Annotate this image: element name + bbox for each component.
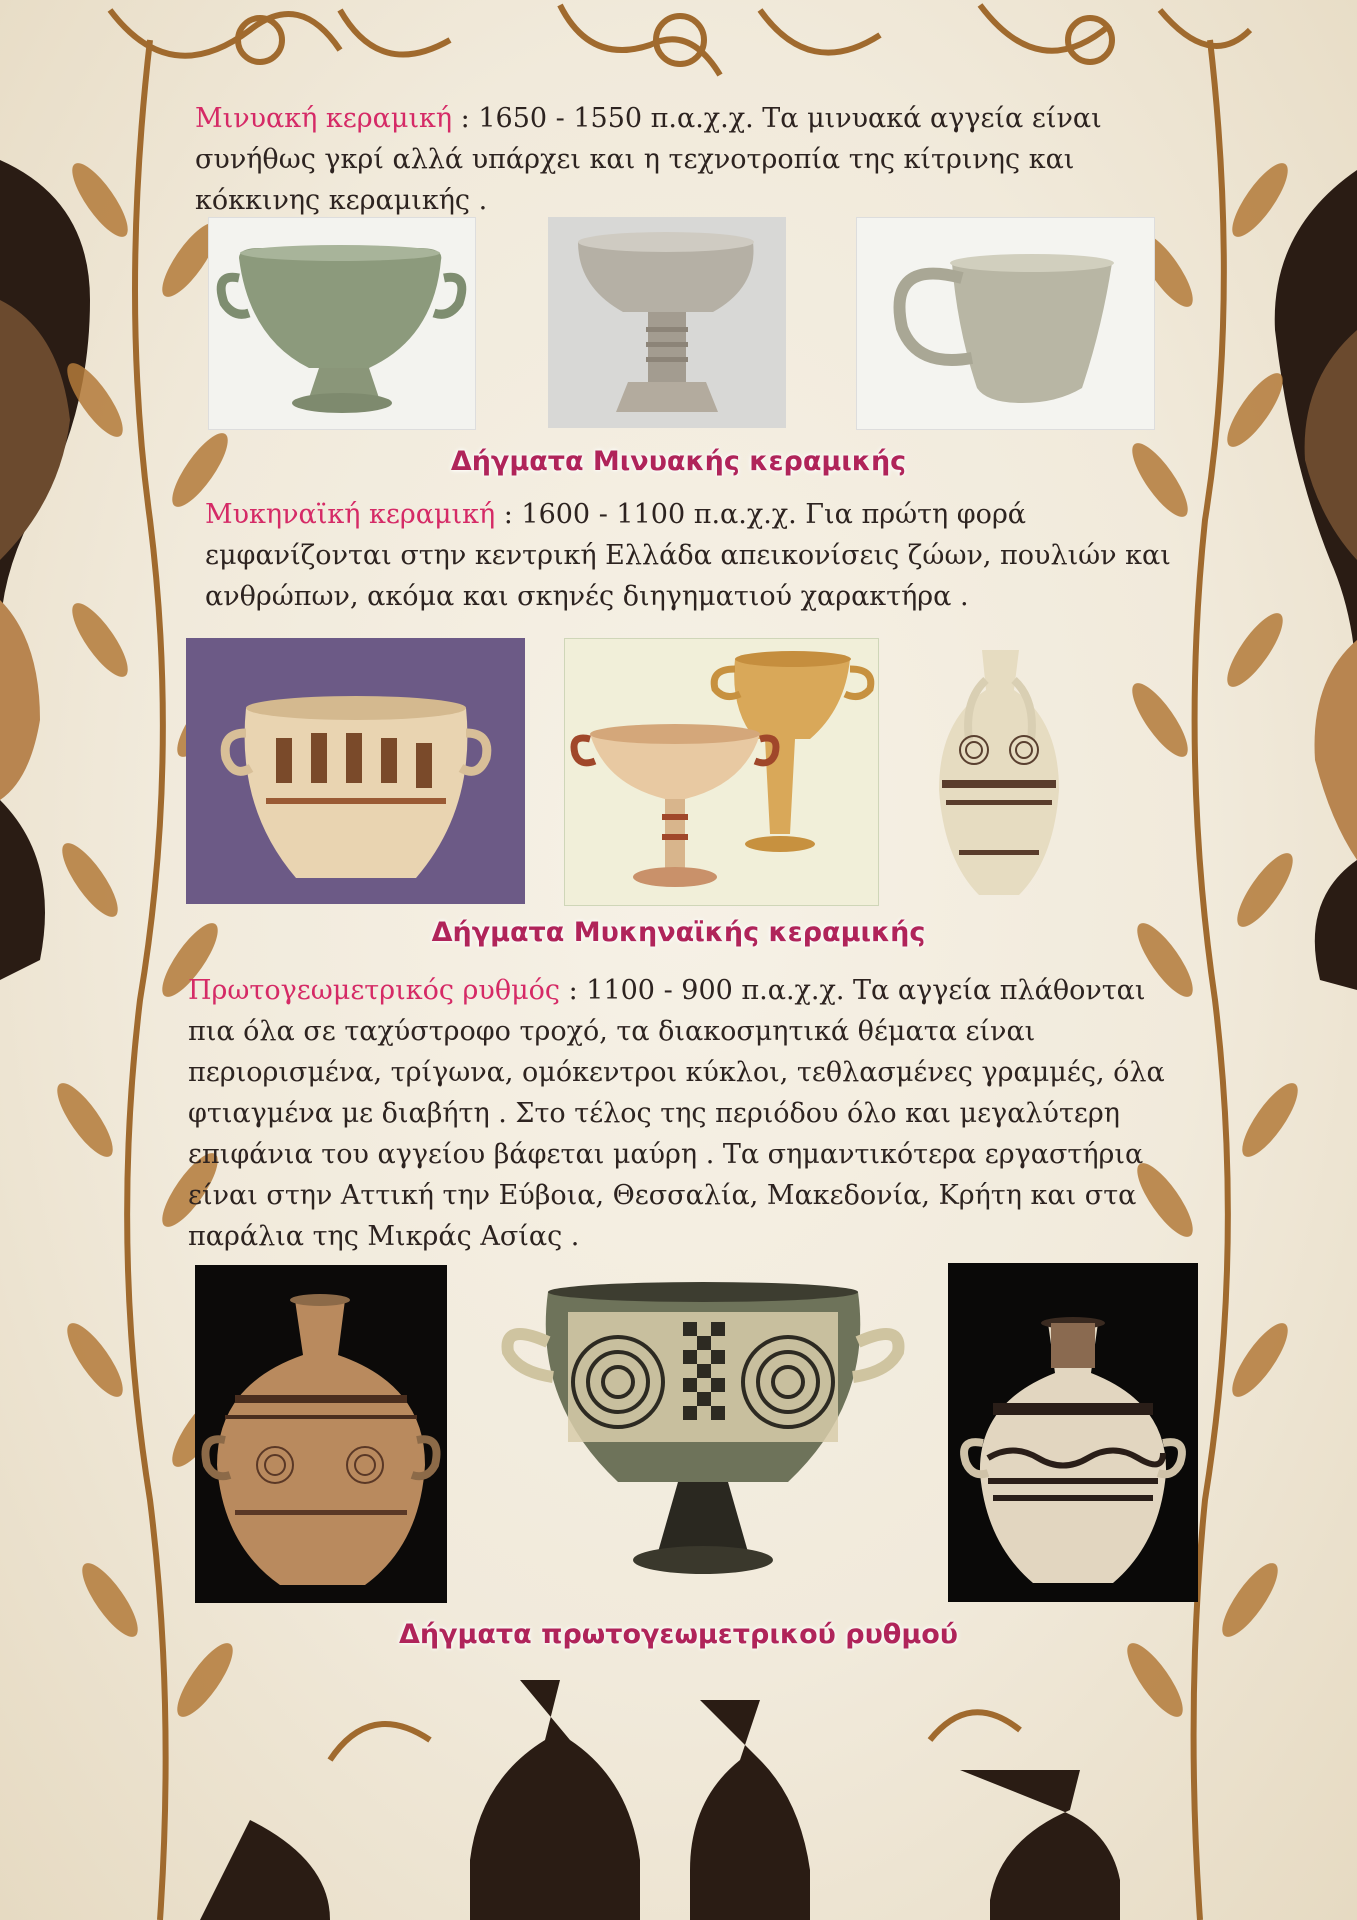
mycenaean-photo-2 [564, 638, 879, 906]
protogeometric-paragraph [188, 970, 1188, 1257]
top-scroll-ornament [110, 5, 1250, 75]
mycenaean-photo-1 [186, 638, 525, 904]
minyan-text: : 1650 - 1550 π.α.χ.χ. Τα μινυακά αγγεία είναι συνήθως γκρί αλλά υπάρχει και η τεχνοτροπία της κίτρινης και κόκκινης κεραμικής . [195, 103, 1102, 216]
bottom-vase-silhouettes [200, 1680, 1120, 1920]
mycenaean-title: Μυκηναϊκή κεραμική [205, 499, 496, 530]
mycenaean-text: : 1600 - 1100 π.α.χ.χ. Για πρώτη φορά εμφανίζονται στην κεντρική Ελλάδα απεικονίσεις ζώων, πουλιών και ανθρώπων, ακόμα και σκηνές διηγηματιού χαρακτήρα . [205, 499, 1171, 612]
protogeometric-photo-3 [948, 1263, 1198, 1602]
mycenaean-paragraph [205, 494, 1195, 617]
protogeometric-title: Πρωτογεωμετρικός ρυθμός [188, 975, 561, 1006]
mycenaean-caption: Δήγματα Μυκηναϊκής κεραμικής [431, 917, 926, 948]
protogeometric-photo-2 [498, 1282, 908, 1590]
mycenaean-photo-3 [924, 640, 1074, 904]
minyan-photo-1 [208, 217, 476, 430]
minyan-caption: Δήγματα Μινυακής κεραμικής [450, 446, 907, 477]
protogeometric-photo-1 [195, 1265, 447, 1603]
minyan-photo-2 [548, 217, 786, 428]
protogeometric-text: : 1100 - 900 π.α.χ.χ. Τα αγγεία πλάθονται πια όλα σε ταχύστροφο τροχό, τα διακοσμητικά θέματα είναι περιορισμένα, τρίγωνα, ομόκεντροι κύκλοι, τεθλασμένες γραμμές, όλα φτιαγμένα με διαβήτη . Στο τέλος της περιόδου όλο και μεγαλύτερη επιφάνια του αγγείου βάφεται μαύρη . Τα σημαντικότερα εργαστήρια είναι στην Αττική την Εύβοια, Θεσσαλία, Μακεδονία, Κρήτη και στα παράλια της Μικράς Ασίας . [188, 975, 1165, 1252]
minyan-paragraph [195, 98, 1195, 221]
minyan-photo-3 [856, 217, 1155, 430]
minyan-title: Μινυακή κεραμική [195, 103, 453, 134]
protogeometric-caption: Δήγματα πρωτογεωμετρικού ρυθμού [398, 1619, 959, 1650]
